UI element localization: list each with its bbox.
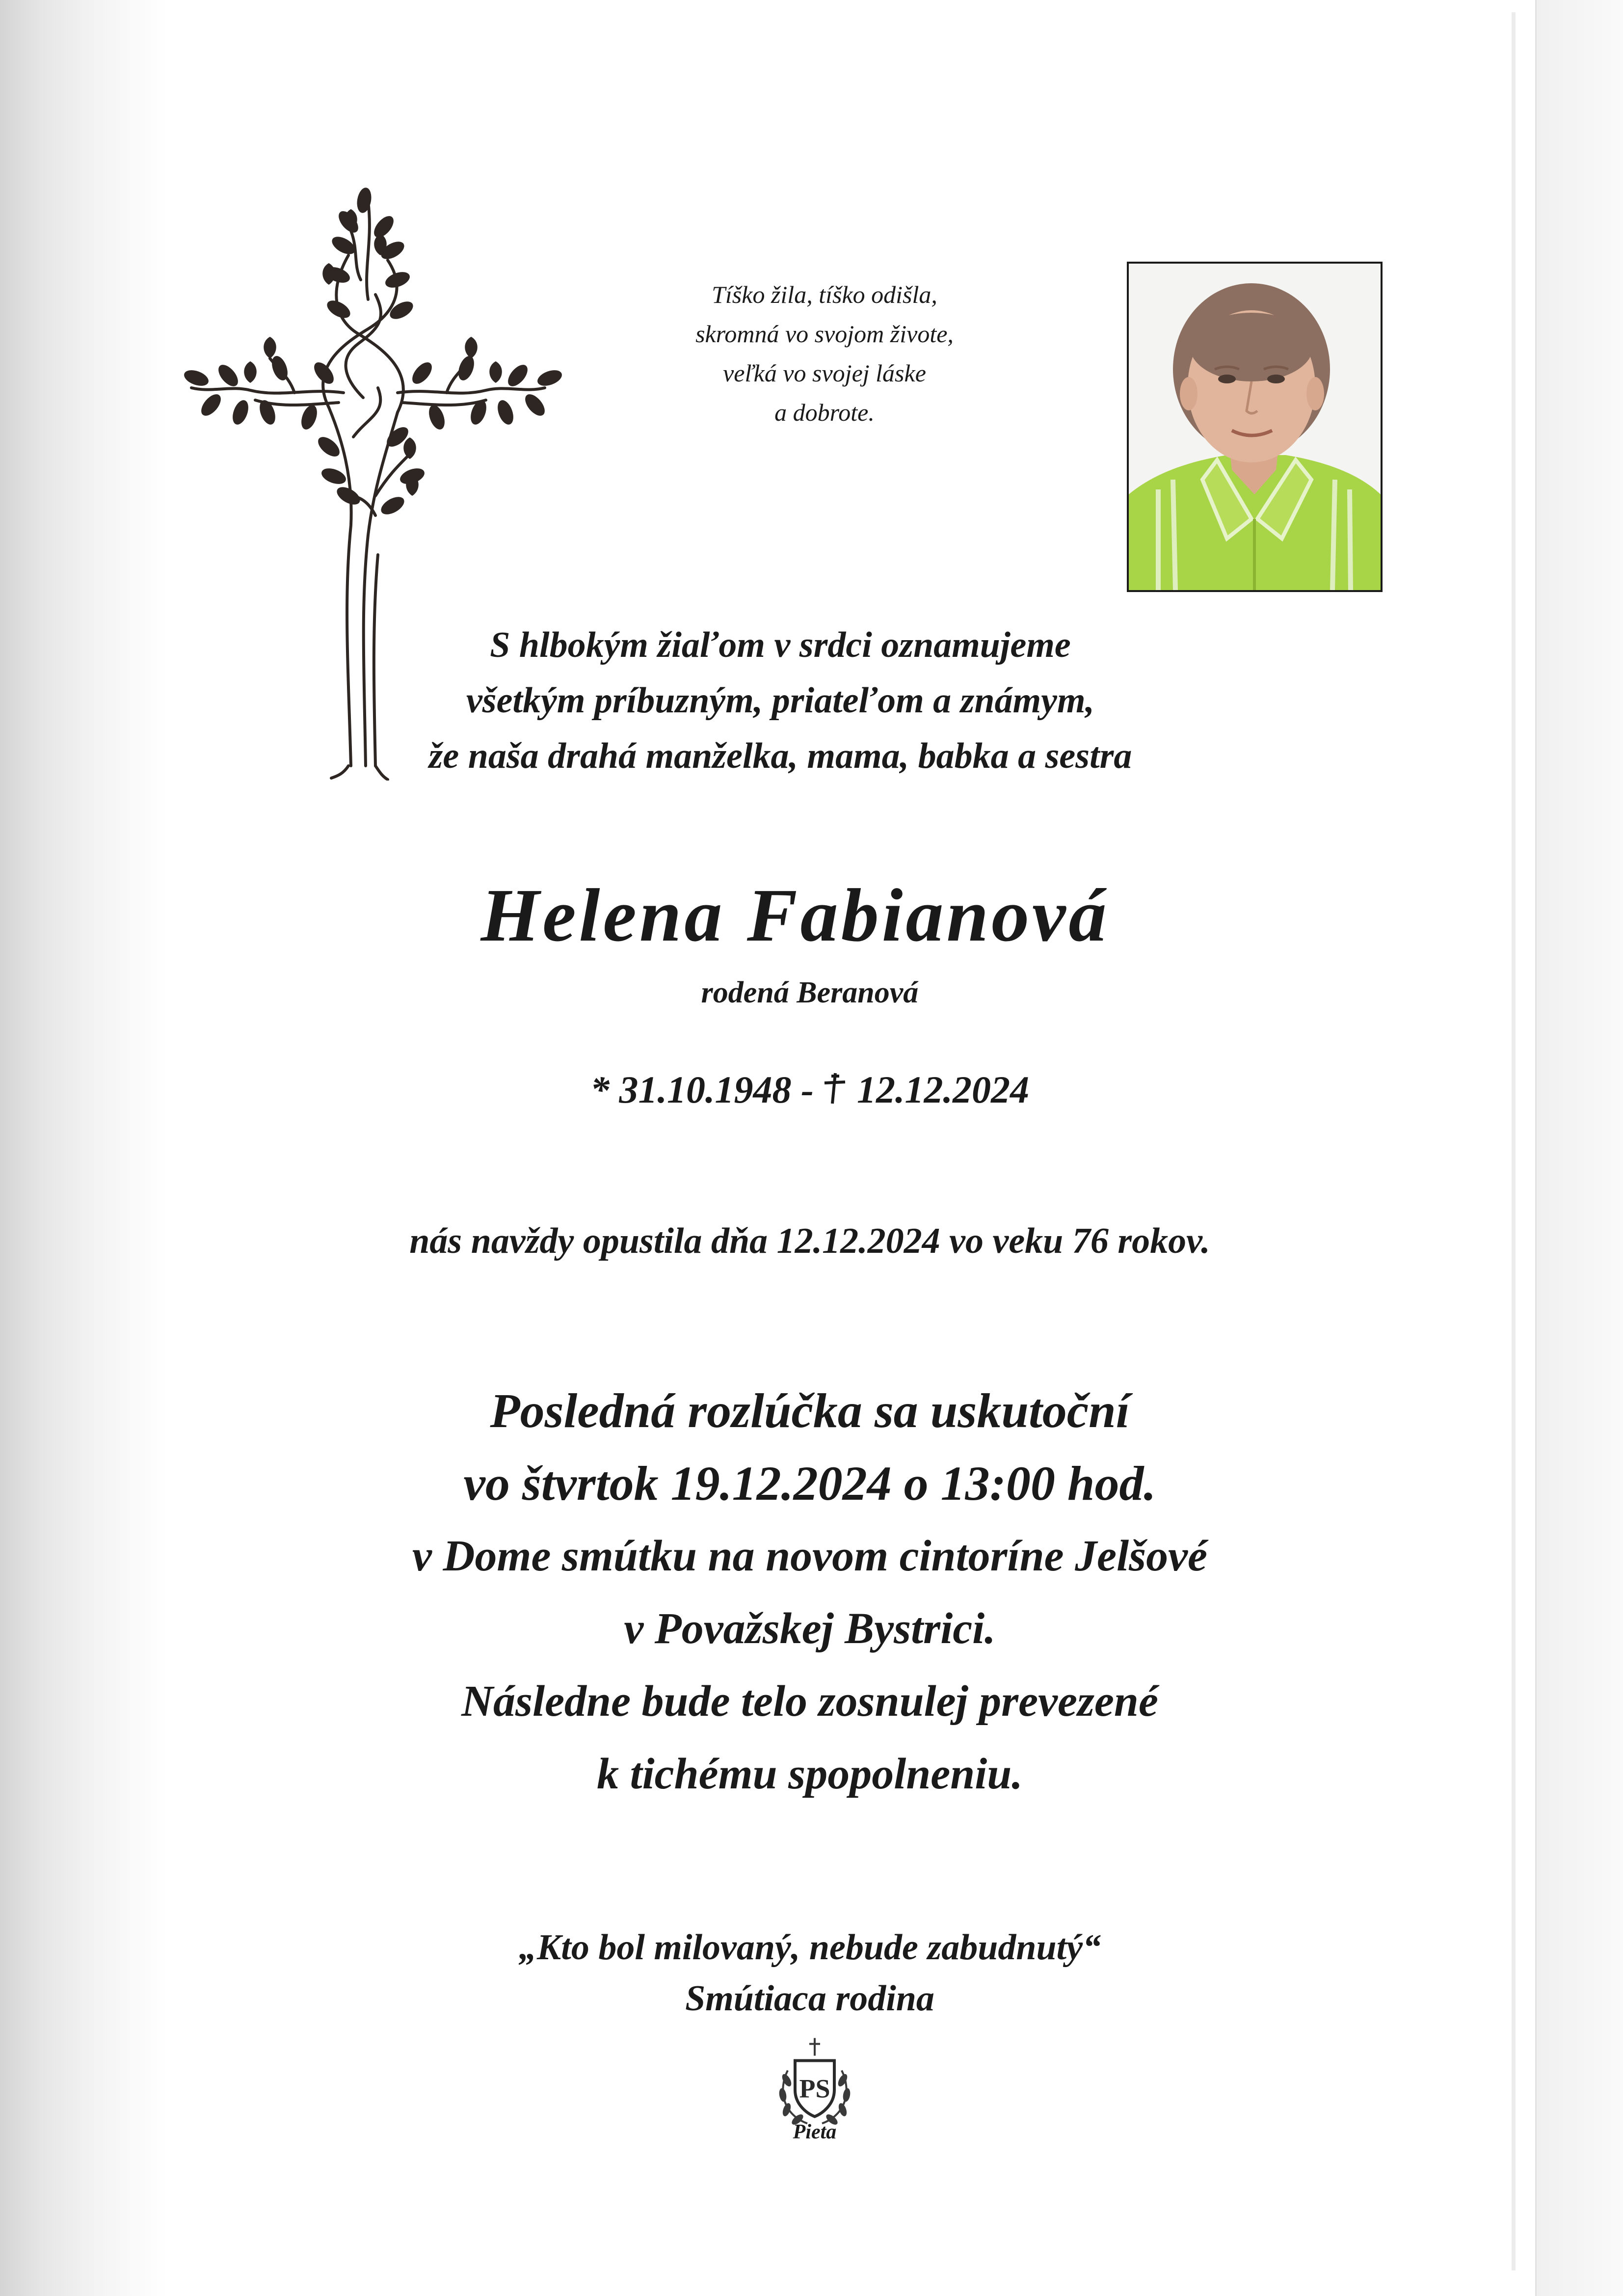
- poem-line: a dobrote.: [774, 399, 875, 426]
- cross-icon: [821, 1071, 848, 1106]
- poem-line: skromná vo svojom živote,: [695, 320, 954, 348]
- announcement-line: S hlbokým žiaľom v srdci oznamujeme: [490, 625, 1071, 665]
- logo-monogram: PS: [799, 2074, 830, 2104]
- poem-line: Tíško žila, tíško odišla,: [712, 281, 937, 308]
- ceremony-info: [196, 1375, 1423, 1810]
- deceased-name: Helena Fabianová: [480, 874, 1110, 957]
- logo-text: Pieta: [793, 2121, 837, 2143]
- announcement-line: všetkým príbuzným, priateľom a známym,: [466, 680, 1095, 721]
- closing-quote: „Kto bol milovaný, nebude zabudnutý“: [518, 1927, 1101, 1968]
- announcement-line: že naša drahá manželka, mama, babka a sestra: [428, 736, 1132, 776]
- ceremony-line: v Dome smútku na novom cintoríne Jelšové: [412, 1532, 1207, 1580]
- poem: [623, 275, 1026, 432]
- ceremony-line: Posledná rozlúčka sa uskutoční: [490, 1383, 1130, 1438]
- passing-text: nás navždy opustila dňa 12.12.2024 vo veku 76 rokov.: [409, 1221, 1210, 1261]
- paper-edge-line: [1512, 12, 1516, 2270]
- ceremony-line: vo štvrtok 19.12.2024 o 13:00 hod.: [463, 1456, 1156, 1511]
- portrait-photo: [1127, 262, 1383, 592]
- birth-date: * 31.10.1948 -: [590, 1068, 814, 1111]
- portrait-image: [1129, 264, 1381, 590]
- closing: [344, 1922, 1276, 2024]
- scan-shadow: [0, 0, 167, 2296]
- poem-line: veľká vo svojej láske: [723, 359, 926, 387]
- announcement: [314, 618, 1247, 784]
- death-date: 12.12.2024: [856, 1068, 1029, 1111]
- life-dates: [442, 1065, 1178, 1114]
- closing-signature: Smútiaca rodina: [685, 1978, 934, 2019]
- ceremony-line: k tichému spopolneniu.: [597, 1750, 1023, 1798]
- paper-edge-strip: [1535, 0, 1623, 2296]
- ceremony-line: Následne bude telo zosnulej prevezené: [461, 1677, 1158, 1726]
- ceremony-line: v Považskej Bystrici.: [624, 1604, 996, 1653]
- maiden-name: rodená Beranová: [701, 976, 919, 1009]
